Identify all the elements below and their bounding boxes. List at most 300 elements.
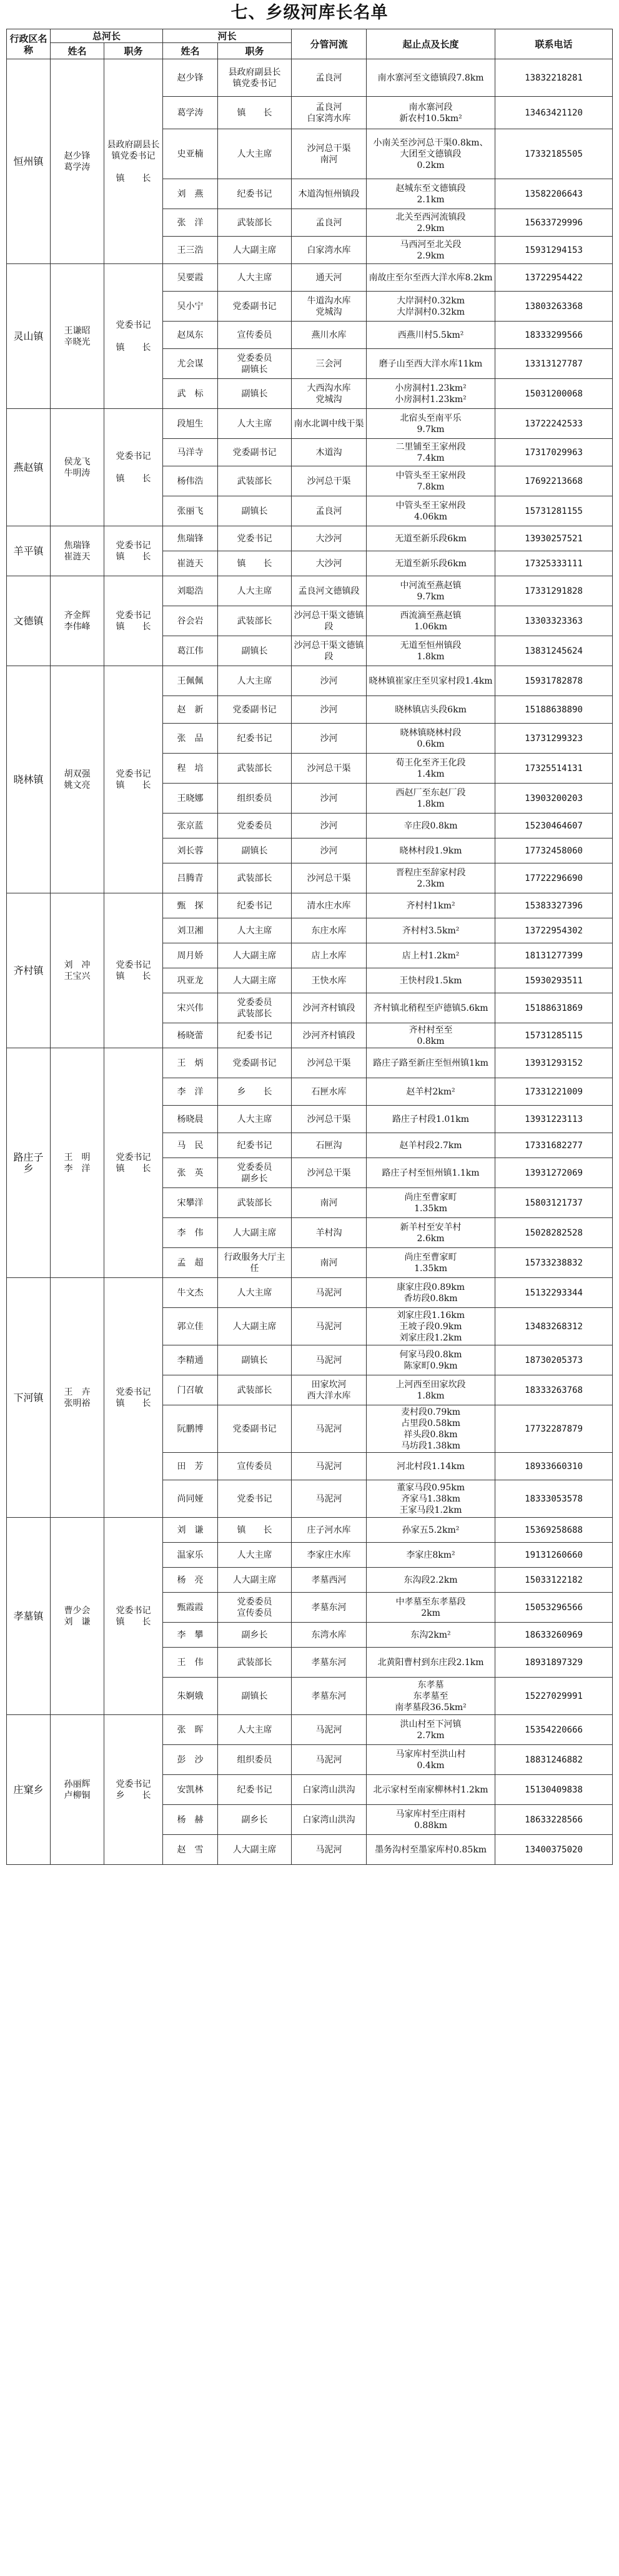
river-chief-name: 武 标	[163, 379, 218, 409]
managed-river: 三会河	[292, 349, 367, 379]
river-chief-duty: 纪委书记	[218, 1023, 292, 1048]
table-row	[7, 526, 613, 551]
river-start-end: 尚庄至曹家町 1.35km	[367, 1188, 495, 1218]
river-start-end: 王快村段1.5km	[367, 968, 495, 993]
river-start-end: 西赵厂至东赵厂段 1.8km	[367, 784, 495, 814]
managed-river: 白家湾水库	[292, 237, 367, 264]
river-chief-duty: 副镇长	[218, 1345, 292, 1375]
river-start-end: 西流滴至燕赵镇 1.06km	[367, 606, 495, 636]
contact-phone: 15931782878	[495, 666, 613, 696]
river-chief-name: 刘聪浩	[163, 576, 218, 606]
river-chief-name: 王三浩	[163, 237, 218, 264]
managed-river: 李家庄水库	[292, 1543, 367, 1568]
river-start-end: 晓林镇崔家庄至贝家村段1.4km	[367, 666, 495, 696]
river-chief-name: 尤会谋	[163, 349, 218, 379]
managed-river: 马泥河	[292, 1453, 367, 1480]
river-start-end: 河北村段1.14km	[367, 1453, 495, 1480]
contact-phone: 15028282528	[495, 1218, 613, 1248]
river-chief-duty: 纪委书记	[218, 893, 292, 918]
river-chief-duty: 乡 长	[218, 1078, 292, 1106]
managed-river: 大沙河	[292, 551, 367, 576]
river-chief-name: 赵 新	[163, 696, 218, 724]
river-start-end: 无道至新乐段6km	[367, 551, 495, 576]
river-chief-duty: 党委委员	[218, 814, 292, 838]
contact-phone: 18933660310	[495, 1453, 613, 1480]
river-chief-duty: 组织委员	[218, 784, 292, 814]
contact-phone: 19131260660	[495, 1543, 613, 1568]
managed-river: 孟良河	[292, 209, 367, 237]
river-chief-duty: 党委书记	[218, 526, 292, 551]
river-chief-duty: 人大主席	[218, 918, 292, 943]
managed-river: 石匣沟	[292, 1133, 367, 1158]
river-start-end: 店上村1.2km²	[367, 943, 495, 968]
contact-phone: 15931294153	[495, 237, 613, 264]
table-body	[7, 59, 613, 1865]
managed-river: 马泥河	[292, 1835, 367, 1865]
river-chief-name: 杨伟浩	[163, 466, 218, 496]
chief-duties: 党委书记 镇 长	[104, 409, 163, 526]
managed-river: 马泥河	[292, 1345, 367, 1375]
chief-duties: 县政府副县长 镇党委书记 镇 长	[104, 59, 163, 264]
chief-names: 齐金辉 李伟峰	[51, 576, 104, 666]
river-start-end: 齐村村3.5km²	[367, 918, 495, 943]
managed-river: 孟良河	[292, 496, 367, 526]
managed-river: 沙河总干渠	[292, 466, 367, 496]
managed-river: 沙河总干渠	[292, 1048, 367, 1078]
river-chief-duty: 人大主席	[218, 1543, 292, 1568]
river-chief-duty: 人大副主席	[218, 1835, 292, 1865]
contact-phone: 18131277399	[495, 943, 613, 968]
managed-river: 沙河总干渠 南河	[292, 129, 367, 179]
managed-river: 沙河总干渠	[292, 754, 367, 784]
contact-phone: 15369258688	[495, 1518, 613, 1543]
river-start-end: 上河西至田家坎段 1.8km	[367, 1375, 495, 1405]
managed-river: 沙河	[292, 784, 367, 814]
chief-duties: 党委书记 乡 长	[104, 1715, 163, 1865]
contact-phone: 17732458060	[495, 838, 613, 863]
river-chief-name: 杨晓蕾	[163, 1023, 218, 1048]
contact-phone: 13931293152	[495, 1048, 613, 1078]
river-start-end: 李家庄8km²	[367, 1543, 495, 1568]
river-chief-duty: 人大主席	[218, 129, 292, 179]
river-chief-name: 王 炳	[163, 1048, 218, 1078]
header-chief-name: 姓名	[51, 43, 104, 59]
contact-phone: 13582206643	[495, 179, 613, 209]
river-chief-name: 葛江伟	[163, 636, 218, 666]
river-start-end: 西燕川村5.5km²	[367, 322, 495, 349]
table-row	[7, 1048, 613, 1078]
managed-river: 东庄水库	[292, 918, 367, 943]
river-chief-name: 马 民	[163, 1133, 218, 1158]
managed-river: 孝墓东河	[292, 1648, 367, 1678]
river-chief-duty: 人大主席	[218, 576, 292, 606]
river-chief-duty: 副镇长	[218, 379, 292, 409]
managed-river: 白家湾山洪沟	[292, 1775, 367, 1805]
page-title: 七、乡级河库长名单	[230, 3, 389, 22]
managed-river: 南河	[292, 1248, 367, 1278]
river-chief-duty: 镇 长	[218, 1518, 292, 1543]
river-start-end: 何家马段0.8km 陈家町0.9km	[367, 1345, 495, 1375]
river-chief-name: 杨 赫	[163, 1805, 218, 1835]
contact-phone: 13722242533	[495, 409, 613, 439]
river-chief-duty: 人大副主席	[218, 943, 292, 968]
river-chief-duty: 党委书记	[218, 1480, 292, 1518]
river-chief-duty: 纪委书记	[218, 179, 292, 209]
contact-phone: 13930257521	[495, 526, 613, 551]
table-row	[7, 59, 613, 97]
river-chief-duty: 人大主席	[218, 666, 292, 696]
contact-phone: 15227029991	[495, 1678, 613, 1715]
river-start-end: 东沟2km²	[367, 1623, 495, 1648]
river-chief-duty: 武装部长	[218, 754, 292, 784]
river-chief-duty: 副镇长	[218, 838, 292, 863]
river-chief-name: 王佩佩	[163, 666, 218, 696]
river-chief-duty: 武装部长	[218, 209, 292, 237]
river-start-end: 晓林镇店头段6km	[367, 696, 495, 724]
river-chief-duty: 党委委员 副镇长	[218, 349, 292, 379]
river-chief-duty: 党委委员 武装部长	[218, 993, 292, 1023]
river-chief-name: 李 伟	[163, 1218, 218, 1248]
contact-phone: 15130409838	[495, 1775, 613, 1805]
river-chief-duty: 党委委员 副乡长	[218, 1158, 292, 1188]
table-row	[7, 893, 613, 918]
river-start-end: 路庄子村至恒州镇1.1km	[367, 1158, 495, 1188]
river-start-end: 荀王化至齐王化段 1.4km	[367, 754, 495, 784]
managed-river: 孝墓东河	[292, 1593, 367, 1623]
contact-phone: 15230464607	[495, 814, 613, 838]
managed-river: 沙河总干渠文德镇段	[292, 606, 367, 636]
managed-river: 孟良河 白家湾水库	[292, 97, 367, 129]
chief-duties: 党委书记 镇 长	[104, 576, 163, 666]
chief-duties: 党委书记 镇 长	[104, 264, 163, 409]
header-section: 分管河流	[292, 29, 367, 59]
river-chief-name: 谷会岩	[163, 606, 218, 636]
contact-phone: 13931223113	[495, 1106, 613, 1133]
contact-phone: 13303323363	[495, 606, 613, 636]
river-start-end: 赵城东至文德镇段 2.1km	[367, 179, 495, 209]
river-chief-name: 杨晓晨	[163, 1106, 218, 1133]
managed-river: 庄子河水库	[292, 1518, 367, 1543]
table-row	[7, 1715, 613, 1745]
chief-names: 侯龙飞 牛明涛	[51, 409, 104, 526]
river-chief-name: 焦瑞锋	[163, 526, 218, 551]
river-chief-name: 吴要霞	[163, 264, 218, 292]
contact-phone: 15188638890	[495, 696, 613, 724]
river-chief-duty: 人大副主席	[218, 1568, 292, 1593]
river-chief-duty: 人大副主席	[218, 968, 292, 993]
river-chief-name: 崔涟天	[163, 551, 218, 576]
river-chief-name: 尚同娅	[163, 1480, 218, 1518]
river-chief-duty: 宣传委员	[218, 322, 292, 349]
town-name: 庄窠乡	[7, 1715, 51, 1865]
river-chief-name: 葛学涛	[163, 97, 218, 129]
managed-river: 马泥河	[292, 1715, 367, 1745]
managed-river: 沙河齐村镇段	[292, 993, 367, 1023]
contact-phone: 13903200203	[495, 784, 613, 814]
header-chief-duty: 职务	[104, 43, 163, 59]
managed-river: 石匣水库	[292, 1078, 367, 1106]
river-start-end: 新羊村至安羊村 2.6km	[367, 1218, 495, 1248]
town-name: 下河镇	[7, 1278, 51, 1518]
river-start-end: 无道至新乐段6km	[367, 526, 495, 551]
river-chief-name: 阮鹏博	[163, 1405, 218, 1453]
managed-river: 白家湾山洪沟	[292, 1805, 367, 1835]
river-chief-name: 王 伟	[163, 1648, 218, 1678]
table-row	[7, 264, 613, 292]
contact-phone: 18831246882	[495, 1745, 613, 1775]
river-chief-duty: 武装部长	[218, 606, 292, 636]
river-start-end: 南水寨河至文德镇段7.8km	[367, 59, 495, 97]
river-chief-name: 张 洋	[163, 209, 218, 237]
river-chief-duty: 人大副主席	[218, 1218, 292, 1248]
river-chief-name: 刘长蓉	[163, 838, 218, 863]
contact-phone: 18333299566	[495, 322, 613, 349]
header-region: 行政区名称	[7, 29, 51, 59]
managed-river: 通天河	[292, 264, 367, 292]
managed-river: 沙河	[292, 666, 367, 696]
chief-names: 王谦昭 辛晓光	[51, 264, 104, 409]
chief-names: 王 明 李 洋	[51, 1048, 104, 1278]
header-river-group: 河长	[163, 29, 292, 43]
contact-phone: 15633729996	[495, 209, 613, 237]
managed-river: 马泥河	[292, 1745, 367, 1775]
river-chief-duty: 武装部长	[218, 1375, 292, 1405]
managed-river: 王快水库	[292, 968, 367, 993]
river-start-end: 磨子山至西大洋水库11km	[367, 349, 495, 379]
river-chief-duty: 县政府副县长 镇党委书记	[218, 59, 292, 97]
contact-phone: 17722296690	[495, 863, 613, 893]
river-chief-name: 田 芳	[163, 1453, 218, 1480]
river-chief-duty: 人大主席	[218, 1715, 292, 1745]
river-start-end: 南水寨河段 新农村10.5km²	[367, 97, 495, 129]
managed-river: 清水庄水库	[292, 893, 367, 918]
river-chief-duty: 副乡长	[218, 1623, 292, 1648]
managed-river: 孝墓东河	[292, 1678, 367, 1715]
river-chief-duty: 武装部长	[218, 1648, 292, 1678]
river-start-end: 刘家庄段1.16km 王坡子段0.9km 刘家庄段1.2km	[367, 1308, 495, 1345]
table-row	[7, 576, 613, 606]
managed-river: 马泥河	[292, 1405, 367, 1453]
river-chief-name: 王晓娜	[163, 784, 218, 814]
managed-river: 东湾水库	[292, 1623, 367, 1648]
river-start-end: 麦村段0.79km 占里段0.58km 祥头段0.8km 马坊段1.38km	[367, 1405, 495, 1453]
managed-river: 沙河总干渠	[292, 1158, 367, 1188]
river-chief-name: 刘 谦	[163, 1518, 218, 1543]
contact-phone: 18730205373	[495, 1345, 613, 1375]
river-start-end: 孙家五5.2km²	[367, 1518, 495, 1543]
river-start-end: 康家庄段0.89km 香坊段0.8km	[367, 1278, 495, 1308]
contact-phone: 18931897329	[495, 1648, 613, 1678]
managed-river: 沙河总干渠	[292, 1106, 367, 1133]
river-chief-duty: 镇 长	[218, 551, 292, 576]
chief-duties: 党委书记 镇 长	[104, 1278, 163, 1518]
contact-phone: 18333263768	[495, 1375, 613, 1405]
river-chief-duty: 镇 长	[218, 97, 292, 129]
contact-phone: 15354220666	[495, 1715, 613, 1745]
contact-phone: 17317029963	[495, 439, 613, 466]
river-chief-duty: 武装部长	[218, 1188, 292, 1218]
chief-names: 曹少会 刘 谦	[51, 1518, 104, 1715]
river-chief-duty: 宣传委员	[218, 1453, 292, 1480]
river-chief-duty: 副乡长	[218, 1805, 292, 1835]
river-start-end: 洪山村至下河镇 2.7km	[367, 1715, 495, 1745]
managed-river: 沙河	[292, 724, 367, 754]
chief-duties: 党委书记 镇 长	[104, 526, 163, 576]
river-start-end: 齐村村1km²	[367, 893, 495, 918]
contact-phone: 18333053578	[495, 1480, 613, 1518]
river-chief-name: 张 英	[163, 1158, 218, 1188]
contact-phone: 15803121737	[495, 1188, 613, 1218]
river-chief-name: 安凯林	[163, 1775, 218, 1805]
river-chief-name: 张 晖	[163, 1715, 218, 1745]
managed-river: 孟良河	[292, 59, 367, 97]
river-chief-table	[6, 29, 613, 1865]
river-start-end: 马家库村至洪山村 0.4km	[367, 1745, 495, 1775]
river-chief-name: 周月娇	[163, 943, 218, 968]
river-start-end: 北黄阳曹村到东庄段2.1km	[367, 1648, 495, 1678]
river-start-end: 东孝墓 东孝墓至 南孝墓段36.5km²	[367, 1678, 495, 1715]
river-chief-name: 杨 亮	[163, 1568, 218, 1593]
town-name: 文德镇	[7, 576, 51, 666]
table-row	[7, 1518, 613, 1543]
managed-river: 木道沟恒州镇段	[292, 179, 367, 209]
contact-phone: 17331221009	[495, 1078, 613, 1106]
river-chief-name: 张京蓝	[163, 814, 218, 838]
contact-phone: 15731281155	[495, 496, 613, 526]
river-chief-name: 赵少锋	[163, 59, 218, 97]
river-start-end: 马西河至北关段 2.9km	[367, 237, 495, 264]
managed-river: 马泥河	[292, 1308, 367, 1345]
table-row	[7, 666, 613, 696]
river-chief-duty: 武装部长	[218, 466, 292, 496]
river-chief-duty: 纪委书记	[218, 724, 292, 754]
chief-duties: 党委书记 镇 长	[104, 666, 163, 893]
town-name: 恒州镇	[7, 59, 51, 264]
header-river-duty: 职务	[218, 43, 292, 59]
river-start-end: 齐村村至至 0.8km	[367, 1023, 495, 1048]
town-name: 燕赵镇	[7, 409, 51, 526]
river-start-end: 中管头至王家州段 7.8km	[367, 466, 495, 496]
managed-river: 木道沟	[292, 439, 367, 466]
river-start-end: 董家马段0.95km 齐家马1.38km 王家马段1.2km	[367, 1480, 495, 1518]
river-chief-name: 吕腾青	[163, 863, 218, 893]
river-start-end: 北示家村至南家柳林村1.2km	[367, 1775, 495, 1805]
river-chief-duty: 人大副主席	[218, 237, 292, 264]
river-chief-duty: 副镇长	[218, 496, 292, 526]
managed-river: 燕川水库	[292, 322, 367, 349]
river-chief-name: 李 攀	[163, 1623, 218, 1648]
river-start-end: 墨务沟村至墨家库村0.85km	[367, 1835, 495, 1865]
chief-duties: 党委书记 镇 长	[104, 893, 163, 1048]
town-name: 灵山镇	[7, 264, 51, 409]
river-start-end: 马家库村至庄雨村 0.88km	[367, 1805, 495, 1835]
contact-phone: 15383327396	[495, 893, 613, 918]
river-chief-duty: 行政服务大厅主任	[218, 1248, 292, 1278]
contact-phone: 18633260969	[495, 1623, 613, 1648]
river-start-end: 尚庄至曹家町 1.35km	[367, 1248, 495, 1278]
chief-duties: 党委书记 镇 长	[104, 1518, 163, 1715]
contact-phone: 17692213668	[495, 466, 613, 496]
header-start-end: 起止点及长度	[367, 29, 495, 59]
river-chief-name: 刘卫湘	[163, 918, 218, 943]
managed-river: 大西沟水库 党城沟	[292, 379, 367, 409]
managed-river: 南水北调中线干渠	[292, 409, 367, 439]
river-chief-name: 温家乐	[163, 1543, 218, 1568]
managed-river: 孝墓西河	[292, 1568, 367, 1593]
managed-river: 马泥河	[292, 1480, 367, 1518]
contact-phone: 13483268312	[495, 1308, 613, 1345]
header-chief-group: 总河长	[51, 29, 163, 43]
river-start-end: 南故庄至尔至西大洋水库8.2km	[367, 264, 495, 292]
river-chief-duty: 党委副书记	[218, 1405, 292, 1453]
river-chief-duty: 纪委书记	[218, 1133, 292, 1158]
contact-phone: 15053296566	[495, 1593, 613, 1623]
managed-river: 大沙河	[292, 526, 367, 551]
chief-names: 焦瑞锋 崔涟天	[51, 526, 104, 576]
managed-river: 店上水库	[292, 943, 367, 968]
river-start-end: 路庄子路至新庄至恒州镇1km	[367, 1048, 495, 1078]
managed-river: 沙河总干渠	[292, 863, 367, 893]
managed-river: 南河	[292, 1188, 367, 1218]
river-start-end: 北关至西河流镇段 2.9km	[367, 209, 495, 237]
river-chief-name: 门召敏	[163, 1375, 218, 1405]
contact-phone: 15031200068	[495, 379, 613, 409]
river-chief-duty: 党委副书记	[218, 696, 292, 724]
contact-phone: 13313127787	[495, 349, 613, 379]
river-start-end: 赵羊村段2.7km	[367, 1133, 495, 1158]
managed-river: 羊村沟	[292, 1218, 367, 1248]
town-name: 孝墓镇	[7, 1518, 51, 1715]
chief-names: 胡双强 姚文亮	[51, 666, 104, 893]
river-chief-duty: 人大主席	[218, 1278, 292, 1308]
contact-phone: 15033122182	[495, 1568, 613, 1593]
contact-phone: 17332185505	[495, 129, 613, 179]
river-chief-name: 郭立佳	[163, 1308, 218, 1345]
river-chief-name: 宋攀洋	[163, 1188, 218, 1218]
managed-river: 沙河齐村镇段	[292, 1023, 367, 1048]
river-start-end: 路庄子村段1.01km	[367, 1106, 495, 1133]
river-chief-duty: 副镇长	[218, 636, 292, 666]
river-chief-name: 巩亚龙	[163, 968, 218, 993]
river-chief-name: 孟 超	[163, 1248, 218, 1278]
contact-phone: 13931272069	[495, 1158, 613, 1188]
river-start-end: 小房洞村1.23km² 小房洞村1.23km²	[367, 379, 495, 409]
contact-phone: 13722954422	[495, 264, 613, 292]
river-chief-duty: 党委副书记	[218, 292, 292, 322]
chief-names: 王 卉 张明裕	[51, 1278, 104, 1518]
river-chief-duty: 党委副书记	[218, 439, 292, 466]
contact-phone: 13731299323	[495, 724, 613, 754]
river-chief-name: 马洋寺	[163, 439, 218, 466]
river-chief-name: 甄 探	[163, 893, 218, 918]
river-start-end: 无道至恒州镇段 1.8km	[367, 636, 495, 666]
river-chief-duty: 人大副主席	[218, 1308, 292, 1345]
river-chief-duty: 人大主席	[218, 409, 292, 439]
contact-phone: 17325333111	[495, 551, 613, 576]
river-start-end: 小南关至沙河总干渠0.8km、 大团至文德镇段 0.2km	[367, 129, 495, 179]
contact-phone: 13722954302	[495, 918, 613, 943]
river-chief-name: 李精通	[163, 1345, 218, 1375]
river-chief-name: 刘 燕	[163, 179, 218, 209]
river-start-end: 中孝墓至东孝墓段 2km	[367, 1593, 495, 1623]
river-start-end: 赵羊村2km²	[367, 1078, 495, 1106]
contact-phone: 17325514131	[495, 754, 613, 784]
river-start-end: 辛庄段0.8km	[367, 814, 495, 838]
chief-names: 赵少锋 葛学涛	[51, 59, 104, 264]
river-chief-name: 牛文杰	[163, 1278, 218, 1308]
river-chief-duty: 组织委员	[218, 1745, 292, 1775]
river-start-end: 齐村镇北稍程至庐德镇5.6km	[367, 993, 495, 1023]
